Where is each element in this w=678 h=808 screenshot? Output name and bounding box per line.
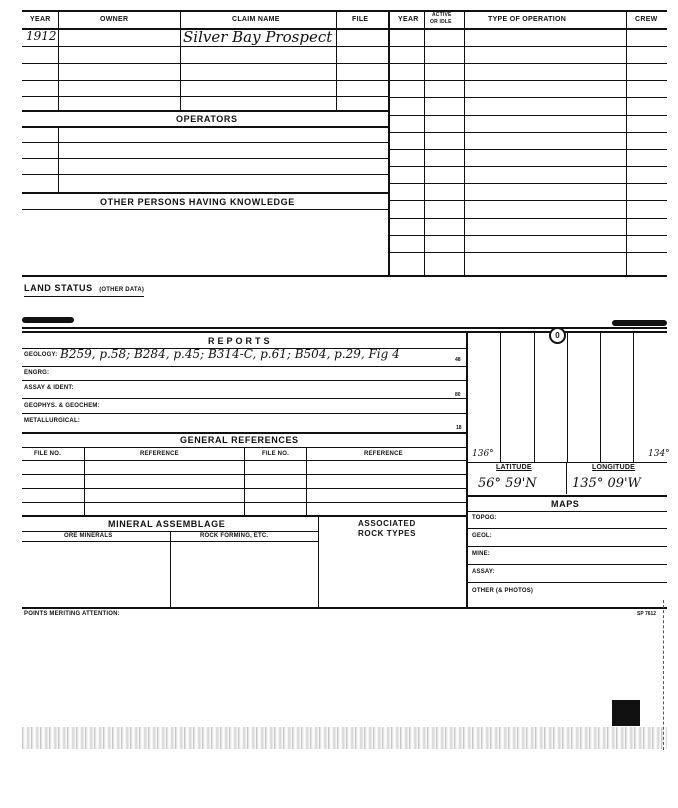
lat-lon-divider bbox=[566, 462, 567, 494]
operators-bottom-border bbox=[22, 126, 388, 128]
right-longitude: 134° bbox=[648, 449, 670, 459]
ref-header-reference-2: REFERENCE bbox=[364, 451, 403, 457]
header-divider bbox=[424, 10, 425, 28]
general-references-top-border bbox=[22, 432, 466, 434]
operators-row-line bbox=[22, 142, 388, 143]
associated-rock-types-2: ROCK TYPES bbox=[358, 529, 417, 538]
ref-col-divider bbox=[244, 447, 245, 516]
geology-label: GEOLOGY: bbox=[24, 352, 58, 358]
reports-right-divider bbox=[466, 331, 468, 607]
ref-header-file-no-2: FILE NO. bbox=[262, 451, 289, 457]
maps-geol-label: GEOL: bbox=[472, 533, 492, 539]
operation-col-divider bbox=[464, 28, 465, 276]
header-divider bbox=[180, 10, 181, 28]
claim-col-divider bbox=[336, 28, 337, 110]
land-status-sublabel: (OTHER DATA) bbox=[99, 287, 145, 293]
points-meriting-label: POINTS MERITING ATTENTION: bbox=[24, 611, 120, 617]
header-active-2: OR IDLE bbox=[430, 19, 452, 25]
assay-number: 80 bbox=[455, 392, 461, 398]
maps-assay-label: ASSAY: bbox=[472, 569, 495, 575]
operation-row-line bbox=[390, 183, 667, 184]
header-divider bbox=[58, 10, 59, 28]
header-file: FILE bbox=[352, 16, 369, 23]
operators-heading: OPERATORS bbox=[176, 114, 238, 124]
maps-row-line bbox=[466, 582, 667, 583]
header-year-right: YEAR bbox=[398, 16, 419, 23]
location-marker bbox=[549, 327, 566, 344]
main-column-divider bbox=[388, 10, 390, 276]
operators-col-divider bbox=[58, 126, 59, 192]
longitude-label: LONGITUDE bbox=[592, 464, 636, 471]
operation-row-line bbox=[390, 46, 667, 47]
mineral-top-border bbox=[22, 515, 466, 517]
ref-header-reference-1: REFERENCE bbox=[140, 451, 179, 457]
geology-value: B259, p.58; B284, p.45; B314-C, p.61; B504, p.29, Fig 4 bbox=[60, 347, 400, 361]
maps-row-line bbox=[466, 528, 667, 529]
report-row-line bbox=[22, 398, 466, 399]
top-border bbox=[22, 10, 667, 12]
operation-row-line bbox=[390, 252, 667, 253]
metallurgical-number: 18 bbox=[456, 425, 462, 431]
location-grid-line bbox=[567, 333, 568, 462]
maps-mine-label: MINE: bbox=[472, 551, 490, 557]
ref-col-divider bbox=[84, 447, 85, 516]
operators-top-border bbox=[22, 110, 388, 112]
operation-row-line bbox=[390, 80, 667, 81]
land-status-heading bbox=[24, 278, 144, 297]
engrg-label: ENGRG: bbox=[24, 370, 50, 376]
operation-row-line bbox=[390, 97, 667, 98]
operation-row-line bbox=[390, 115, 667, 116]
claim-row-line bbox=[22, 96, 388, 97]
report-row-line bbox=[22, 413, 466, 414]
claim-row-line bbox=[22, 80, 388, 81]
maps-heading: MAPS bbox=[551, 499, 580, 509]
header-divider bbox=[336, 10, 337, 28]
operation-row-line bbox=[390, 166, 667, 167]
maps-top-border bbox=[466, 495, 667, 497]
geology-number: 48 bbox=[455, 357, 461, 363]
form-code: SP 7612 bbox=[637, 611, 657, 617]
operation-row-line bbox=[390, 218, 667, 219]
metallurgical-label: METALLURGICAL: bbox=[24, 418, 81, 424]
header-crew: CREW bbox=[635, 16, 658, 23]
longitude-value: 135° 09'W bbox=[572, 476, 641, 491]
ref-header-file-no-1: FILE NO. bbox=[34, 451, 61, 457]
left-longitude: 136° bbox=[472, 449, 494, 459]
operators-row-line bbox=[22, 174, 388, 175]
report-row-line bbox=[22, 380, 466, 381]
operators-row-line bbox=[22, 158, 388, 159]
header-type-of-operation: TYPE OF OPERATION bbox=[488, 16, 567, 23]
operation-col-divider bbox=[626, 28, 627, 276]
operation-row-line bbox=[390, 63, 667, 64]
claim-row-line bbox=[22, 63, 388, 64]
rock-forming-header: ROCK FORMING, ETC. bbox=[200, 533, 269, 539]
maps-row-line bbox=[466, 564, 667, 565]
associated-rock-types-1: ASSOCIATED bbox=[358, 519, 416, 528]
report-row-line bbox=[22, 366, 466, 367]
reports-top-border bbox=[22, 327, 667, 329]
land-status-label: LAND STATUS bbox=[24, 283, 93, 293]
location-grid-line bbox=[534, 333, 535, 462]
location-marker-text: 0 bbox=[555, 331, 560, 340]
header-owner: OWNER bbox=[100, 16, 129, 23]
punch-mark-left bbox=[22, 317, 74, 323]
punch-mark-right bbox=[612, 320, 667, 326]
operation-row-line bbox=[390, 132, 667, 133]
operation-col-divider bbox=[424, 28, 425, 276]
maps-other-label: OTHER (& PHOTOS) bbox=[472, 588, 534, 594]
other-persons-bottom-border bbox=[22, 209, 388, 210]
form-bottom-border bbox=[22, 607, 667, 609]
location-grid-line bbox=[600, 333, 601, 462]
header-year: YEAR bbox=[30, 16, 51, 23]
scan-artifact-square bbox=[612, 700, 640, 726]
latitude-label: LATITUDE bbox=[496, 464, 532, 471]
scan-noise-band bbox=[22, 727, 667, 749]
ref-col-divider bbox=[306, 447, 307, 516]
mineral-col-divider bbox=[170, 531, 171, 607]
mineral-assemblage-heading: MINERAL ASSEMBLAGE bbox=[108, 519, 226, 529]
header-divider bbox=[464, 10, 465, 28]
operation-row-line bbox=[390, 200, 667, 201]
location-grid-line bbox=[633, 333, 634, 462]
other-persons-heading: OTHER PERSONS HAVING KNOWLEDGE bbox=[100, 197, 295, 207]
header-claim-name: CLAIM NAME bbox=[232, 16, 280, 23]
other-persons-top-border bbox=[22, 192, 388, 194]
header-active-1: ACTIVE bbox=[432, 12, 452, 18]
ore-minerals-header: ORE MINERALS bbox=[64, 533, 113, 539]
mineral-col-divider bbox=[318, 515, 319, 607]
header-divider bbox=[626, 10, 627, 28]
upper-block-bottom-border bbox=[22, 275, 667, 277]
claim-row-line bbox=[22, 46, 388, 47]
entry-claim-name: Silver Bay Prospect bbox=[183, 28, 333, 46]
reports-heading: REPORTS bbox=[208, 336, 273, 346]
latitude-value: 56° 59'N bbox=[478, 476, 537, 491]
claim-col-divider bbox=[58, 28, 59, 110]
operation-row-line bbox=[390, 235, 667, 236]
location-grid-line bbox=[500, 333, 501, 462]
maps-topog-label: TOPOG: bbox=[472, 515, 497, 521]
entry-year: 1912 bbox=[26, 29, 57, 43]
header-bottom-border bbox=[22, 28, 667, 30]
maps-row-line bbox=[466, 546, 667, 547]
assay-label: ASSAY & IDENT: bbox=[24, 385, 74, 391]
claim-col-divider bbox=[180, 28, 181, 110]
general-references-heading: GENERAL REFERENCES bbox=[180, 435, 299, 445]
reports-top-border-inner bbox=[22, 331, 667, 333]
geophys-label: GEOPHYS. & GEOCHEM: bbox=[24, 403, 100, 409]
maps-heading-line bbox=[466, 511, 667, 512]
operation-row-line bbox=[390, 149, 667, 150]
scan-edge-line bbox=[663, 600, 664, 750]
